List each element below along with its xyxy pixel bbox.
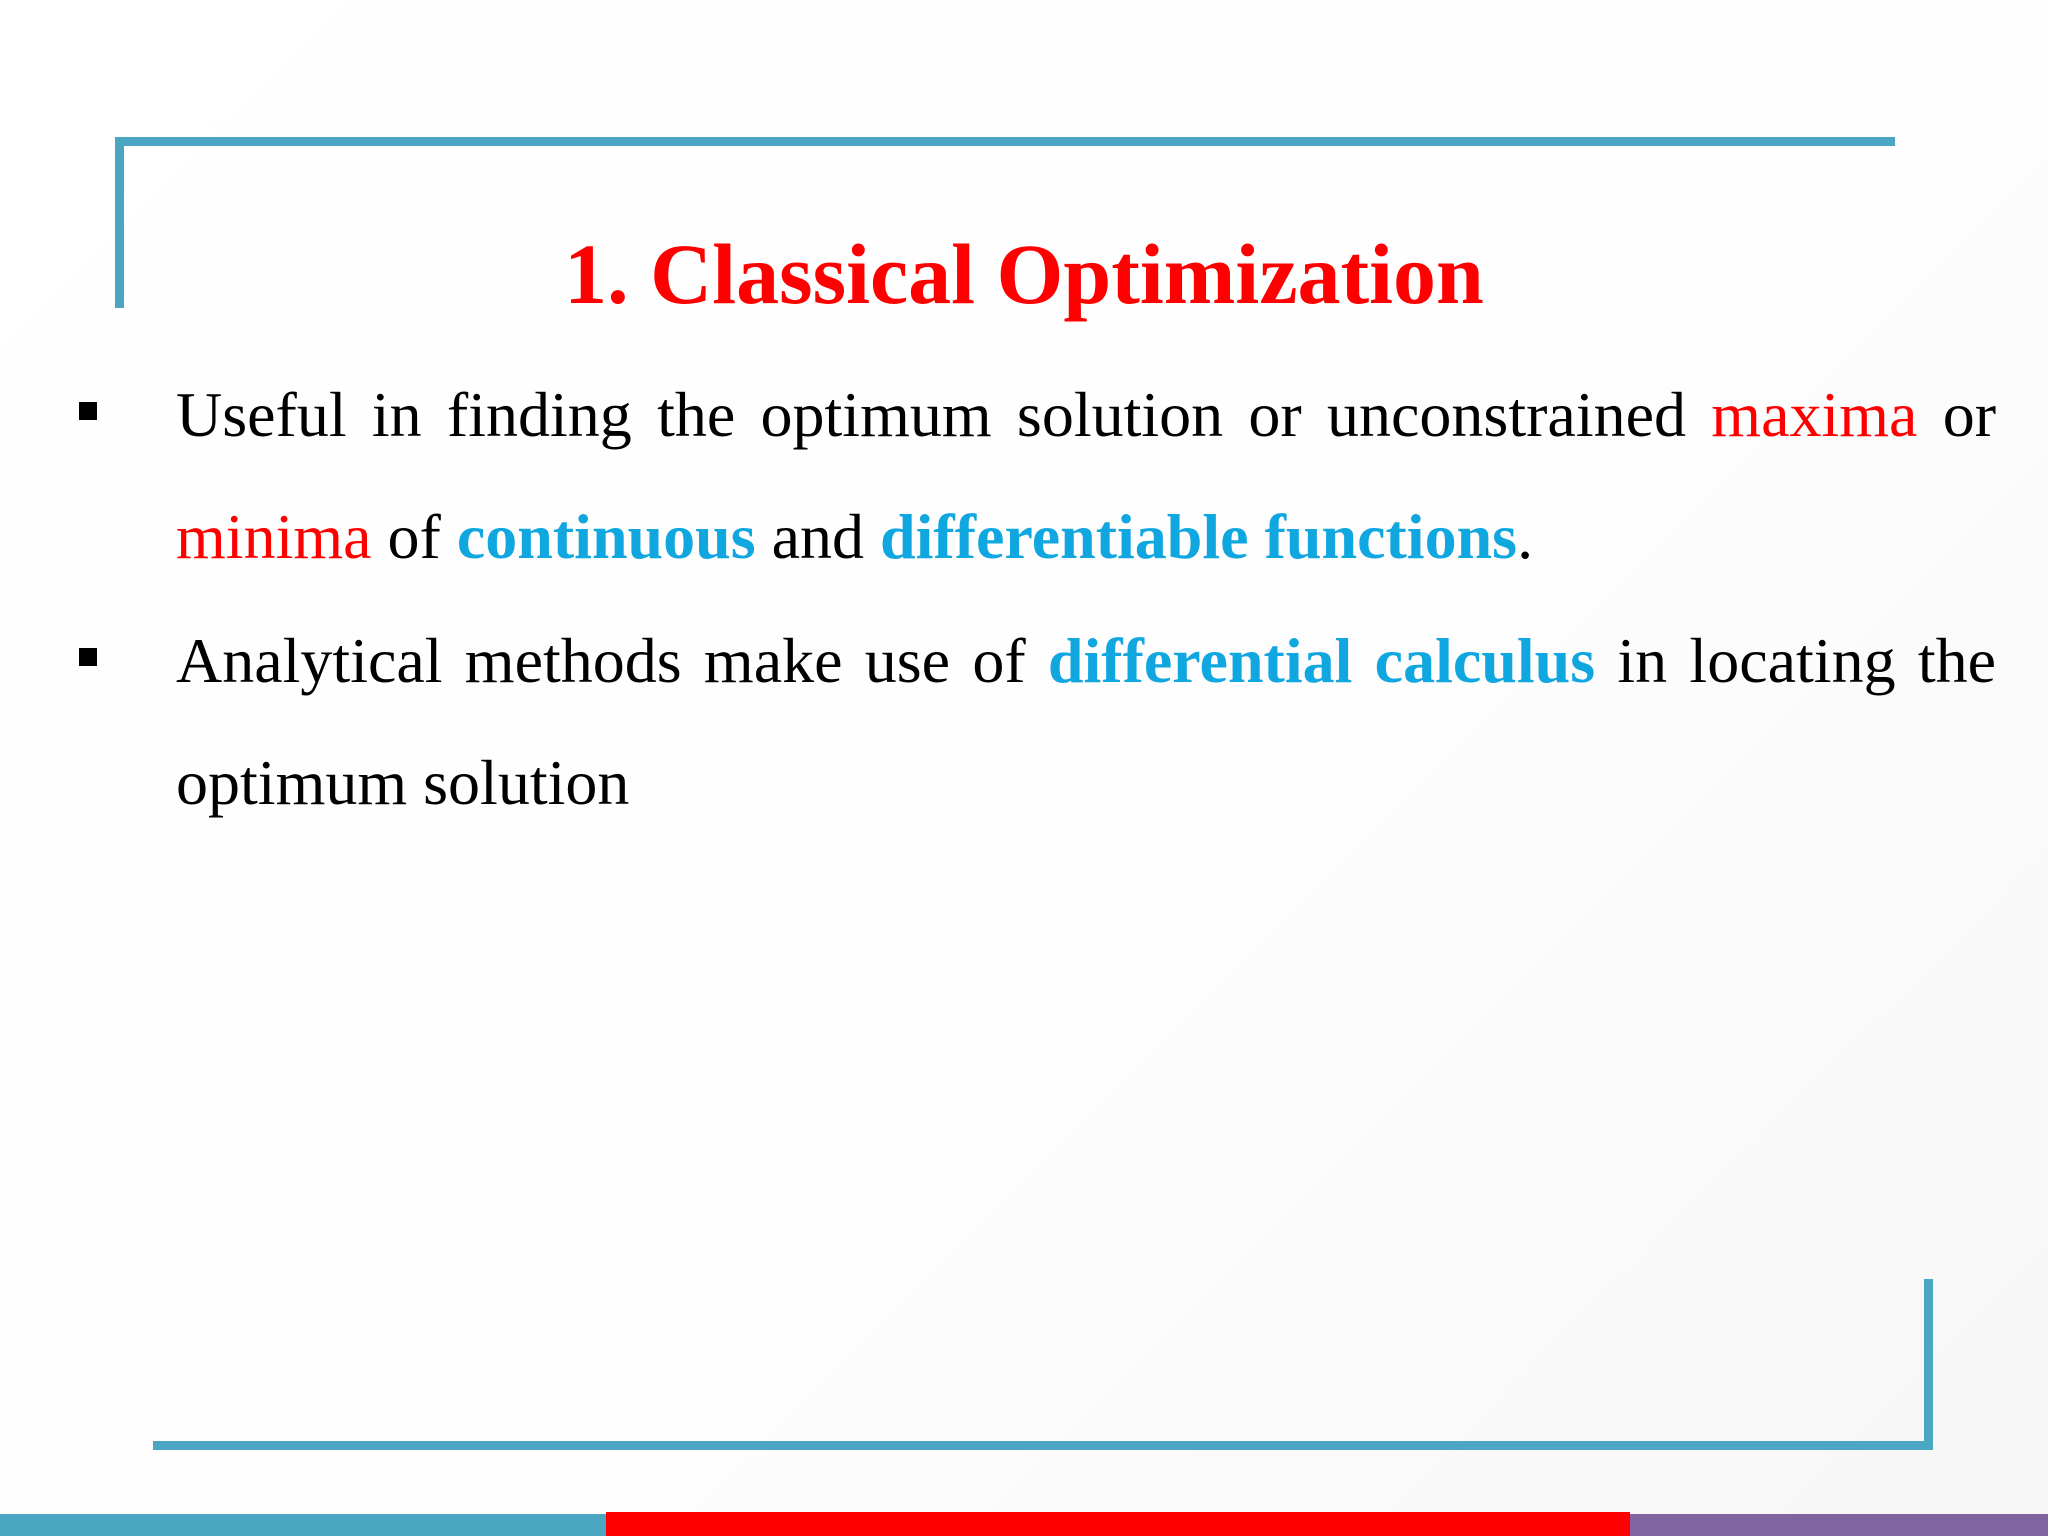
bullet-square-icon bbox=[79, 648, 97, 666]
bullet-2-text: Analytical methods make use of bbox=[176, 625, 1048, 696]
frame-bottom-line bbox=[153, 1441, 1933, 1450]
highlight-minima: minima bbox=[176, 501, 372, 572]
highlight-continuous: continuous bbox=[456, 501, 756, 572]
bullet-1-text: . bbox=[1517, 501, 1534, 572]
bullet-1-text: of bbox=[371, 501, 457, 572]
bullet-item-1 bbox=[176, 354, 1996, 598]
footer-stripe-blue bbox=[0, 1514, 606, 1536]
slide-title: 1. Classical Optimization bbox=[564, 226, 1484, 322]
bullet-item-2 bbox=[176, 600, 1996, 844]
bullet-1-text: and bbox=[755, 501, 881, 572]
bullet-2-text: in locating the optimum solution bbox=[176, 625, 1997, 818]
bullet-1-text: Useful in finding the optimum solution or unconstrained bbox=[176, 379, 1712, 450]
bullet-square-icon bbox=[79, 402, 97, 420]
footer-stripe-purple bbox=[1630, 1514, 2048, 1536]
frame-right-line bbox=[1924, 1279, 1933, 1450]
bullet-1-text: or bbox=[1917, 379, 1997, 450]
frame-top-line bbox=[117, 137, 1895, 146]
highlight-maxima: maxima bbox=[1711, 379, 1918, 450]
highlight-differential-calculus: differential calculus bbox=[1047, 625, 1596, 696]
highlight-differentiable-functions: differentiable functions bbox=[880, 501, 1518, 572]
footer-stripe-red bbox=[606, 1512, 1630, 1536]
